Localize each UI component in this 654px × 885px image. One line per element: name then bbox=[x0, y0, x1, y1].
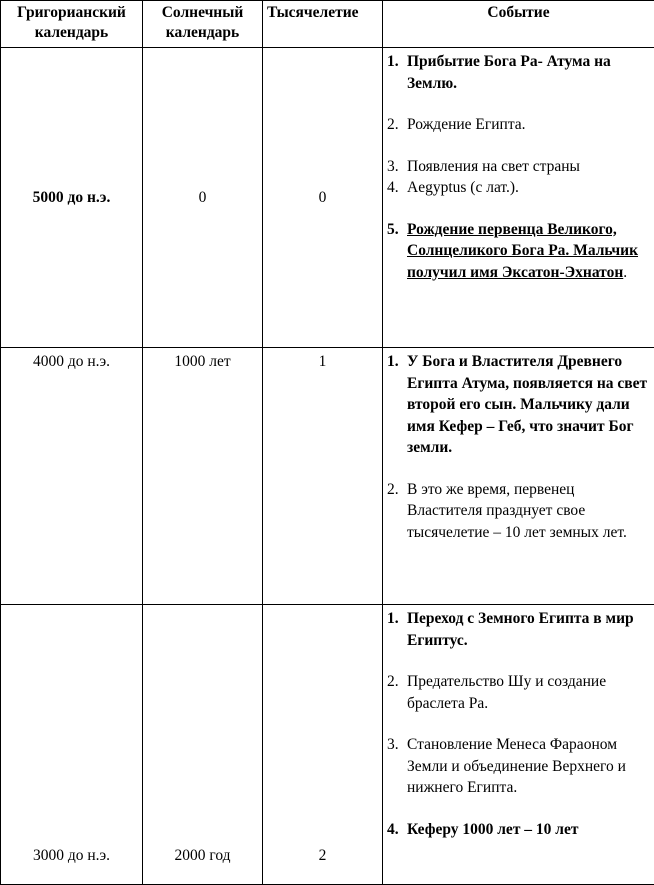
header-solar: Солнечный календарь bbox=[143, 1, 263, 48]
event-item: 3. Появления на свет страны bbox=[387, 156, 650, 178]
header-millennium: Тысячелетие bbox=[263, 1, 383, 48]
solar-cell: 0 bbox=[143, 48, 263, 348]
solar-cell: 1000 лет bbox=[143, 348, 263, 605]
event-item: 1. Прибытие Бога Ра- Атума на Землю. bbox=[387, 51, 650, 94]
gregorian-cell: 5000 до н.э. bbox=[1, 48, 143, 348]
event-item: 2. Рождение Египта. bbox=[387, 114, 650, 136]
event-item: 5. Рождение первенца Великого, Солнцеликого Бога Ра. Мальчик получил имя Эксатон-Эхнатон. bbox=[387, 219, 650, 284]
table-row bbox=[1, 348, 654, 605]
event-item: 1. У Бога и Властителя Древнего Египта Атума, появляется на свет второй его сын. Мальчику дали имя Кефер – Геб, что значит Бог земли. bbox=[387, 351, 650, 459]
header-gregorian: Григорианский календарь bbox=[1, 1, 143, 48]
gregorian-cell: 4000 до н.э. bbox=[1, 348, 143, 605]
event-item: 3. Становление Менеса Фараоном Земли и объединение Верхнего и нижнего Египта. bbox=[387, 734, 650, 799]
event-item: 1. Переход с Земного Египта в мир Египтус. bbox=[387, 608, 650, 651]
event-cell bbox=[383, 348, 654, 605]
header-row bbox=[1, 1, 654, 48]
event-item: 2. В это же время, первенец Властителя празднует свое тысячелетие – 10 лет земных лет. bbox=[387, 479, 650, 544]
event-item: 4. Кеферу 1000 лет – 10 лет bbox=[387, 819, 650, 841]
gregorian-cell: 3000 до н.э. bbox=[1, 605, 143, 885]
millennium-cell: 0 bbox=[263, 48, 383, 348]
table-row bbox=[1, 605, 654, 885]
event-item: 4. Aegyptus (с лат.). bbox=[387, 177, 650, 199]
millennium-cell: 1 bbox=[263, 348, 383, 605]
table-row bbox=[1, 48, 654, 348]
event-item: 2. Предательство Шу и создание браслета Ра. bbox=[387, 671, 650, 714]
event-cell bbox=[383, 48, 654, 348]
millennium-cell: 2 bbox=[263, 605, 383, 885]
header-event: Событие bbox=[383, 1, 654, 48]
event-cell bbox=[383, 605, 654, 885]
solar-cell: 2000 год bbox=[143, 605, 263, 885]
